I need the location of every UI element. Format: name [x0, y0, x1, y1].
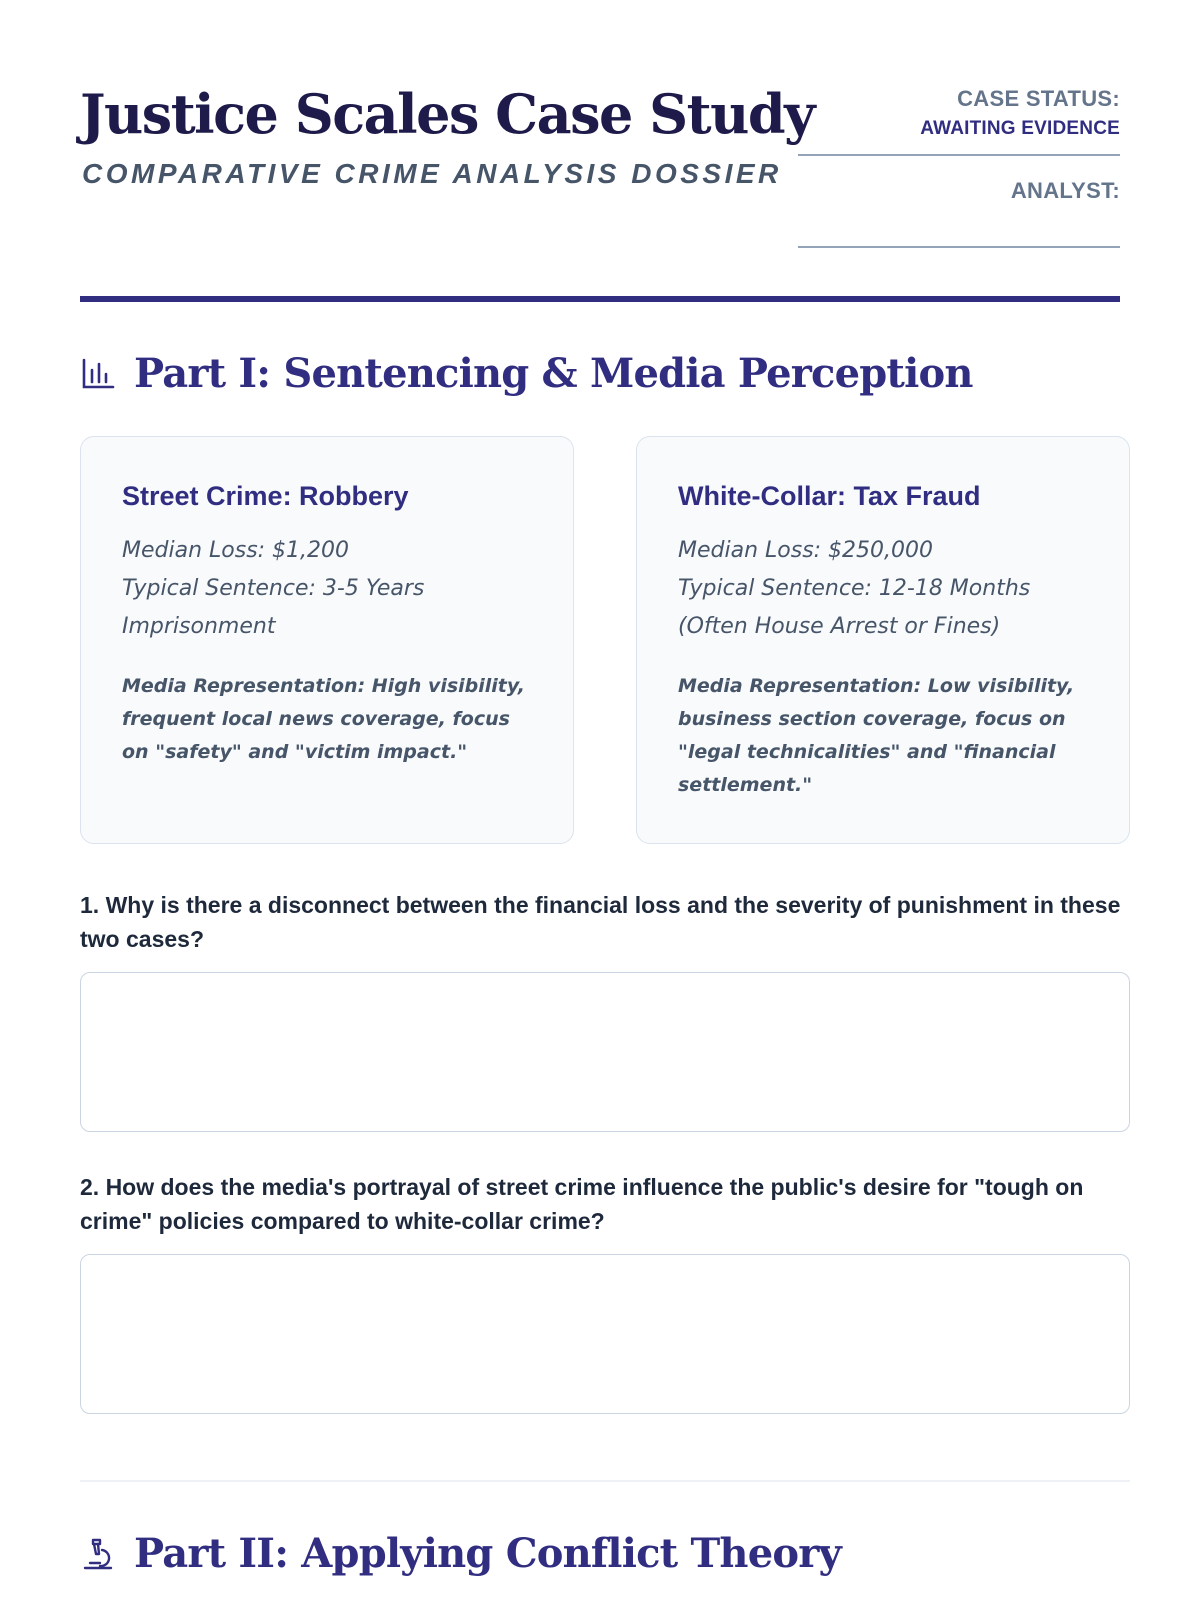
median-loss: Median Loss: $250,000	[678, 538, 934, 563]
analyst-block	[798, 178, 1120, 248]
media-representation: Media Representation: Low visibility, business section coverage, focus on "legal technicalities" and "financial settlement."	[678, 675, 1075, 796]
section-divider	[80, 1480, 1130, 1482]
document-header	[80, 0, 1120, 300]
case-status-value: AWAITING EVIDENCE	[920, 118, 1120, 139]
typical-sentence: Typical Sentence: 12-18 Months	[678, 576, 1031, 601]
part1-title: Part I: Sentencing & Media Perception	[134, 350, 973, 397]
card-title: Street Crime: Robbery	[122, 481, 409, 511]
median-loss: Median Loss: $1,200	[122, 538, 350, 563]
part1-heading	[80, 350, 973, 397]
question-1	[80, 888, 1130, 1132]
street-crime-card	[80, 436, 574, 844]
question-2	[80, 1170, 1130, 1414]
case-status-label: CASE STATUS:	[957, 86, 1120, 111]
sentence-detail: (Often House Arrest or Fines)	[678, 614, 1001, 639]
part2-heading	[80, 1530, 841, 1577]
sentence-detail: Imprisonment	[122, 614, 276, 639]
white-collar-card	[636, 436, 1130, 844]
part2-title: Part II: Applying Conflict Theory	[134, 1530, 841, 1577]
question-text: 1. Why is there a disconnect between the financial loss and the severity of punishment in these two cases?	[80, 892, 1121, 952]
case-meta	[798, 86, 1120, 248]
media-representation: Media Representation: High visibility, frequent local news coverage, focus on "safety" and "victim impact."	[122, 675, 526, 763]
case-status-rule	[798, 154, 1120, 156]
bar-chart-icon	[80, 356, 116, 392]
header-rule	[80, 296, 1120, 302]
case-comparison-cards	[80, 436, 1130, 844]
document-title: Justice Scales Case Study	[80, 82, 815, 146]
analyst-label: ANALYST:	[1010, 178, 1120, 203]
microscope-icon	[80, 1536, 116, 1572]
analyst-field[interactable]	[798, 246, 1120, 248]
answer-box-2[interactable]	[80, 1254, 1130, 1414]
question-text: 2. How does the media's portrayal of street crime influence the public's desire for "tough on crime" policies compared to white-collar crime?	[80, 1174, 1084, 1234]
card-title: White-Collar: Tax Fraud	[678, 481, 981, 511]
document-subtitle: COMPARATIVE CRIME ANALYSIS DOSSIER	[82, 158, 782, 189]
answer-box-1[interactable]	[80, 972, 1130, 1132]
typical-sentence: Typical Sentence: 3-5 Years	[122, 576, 425, 601]
